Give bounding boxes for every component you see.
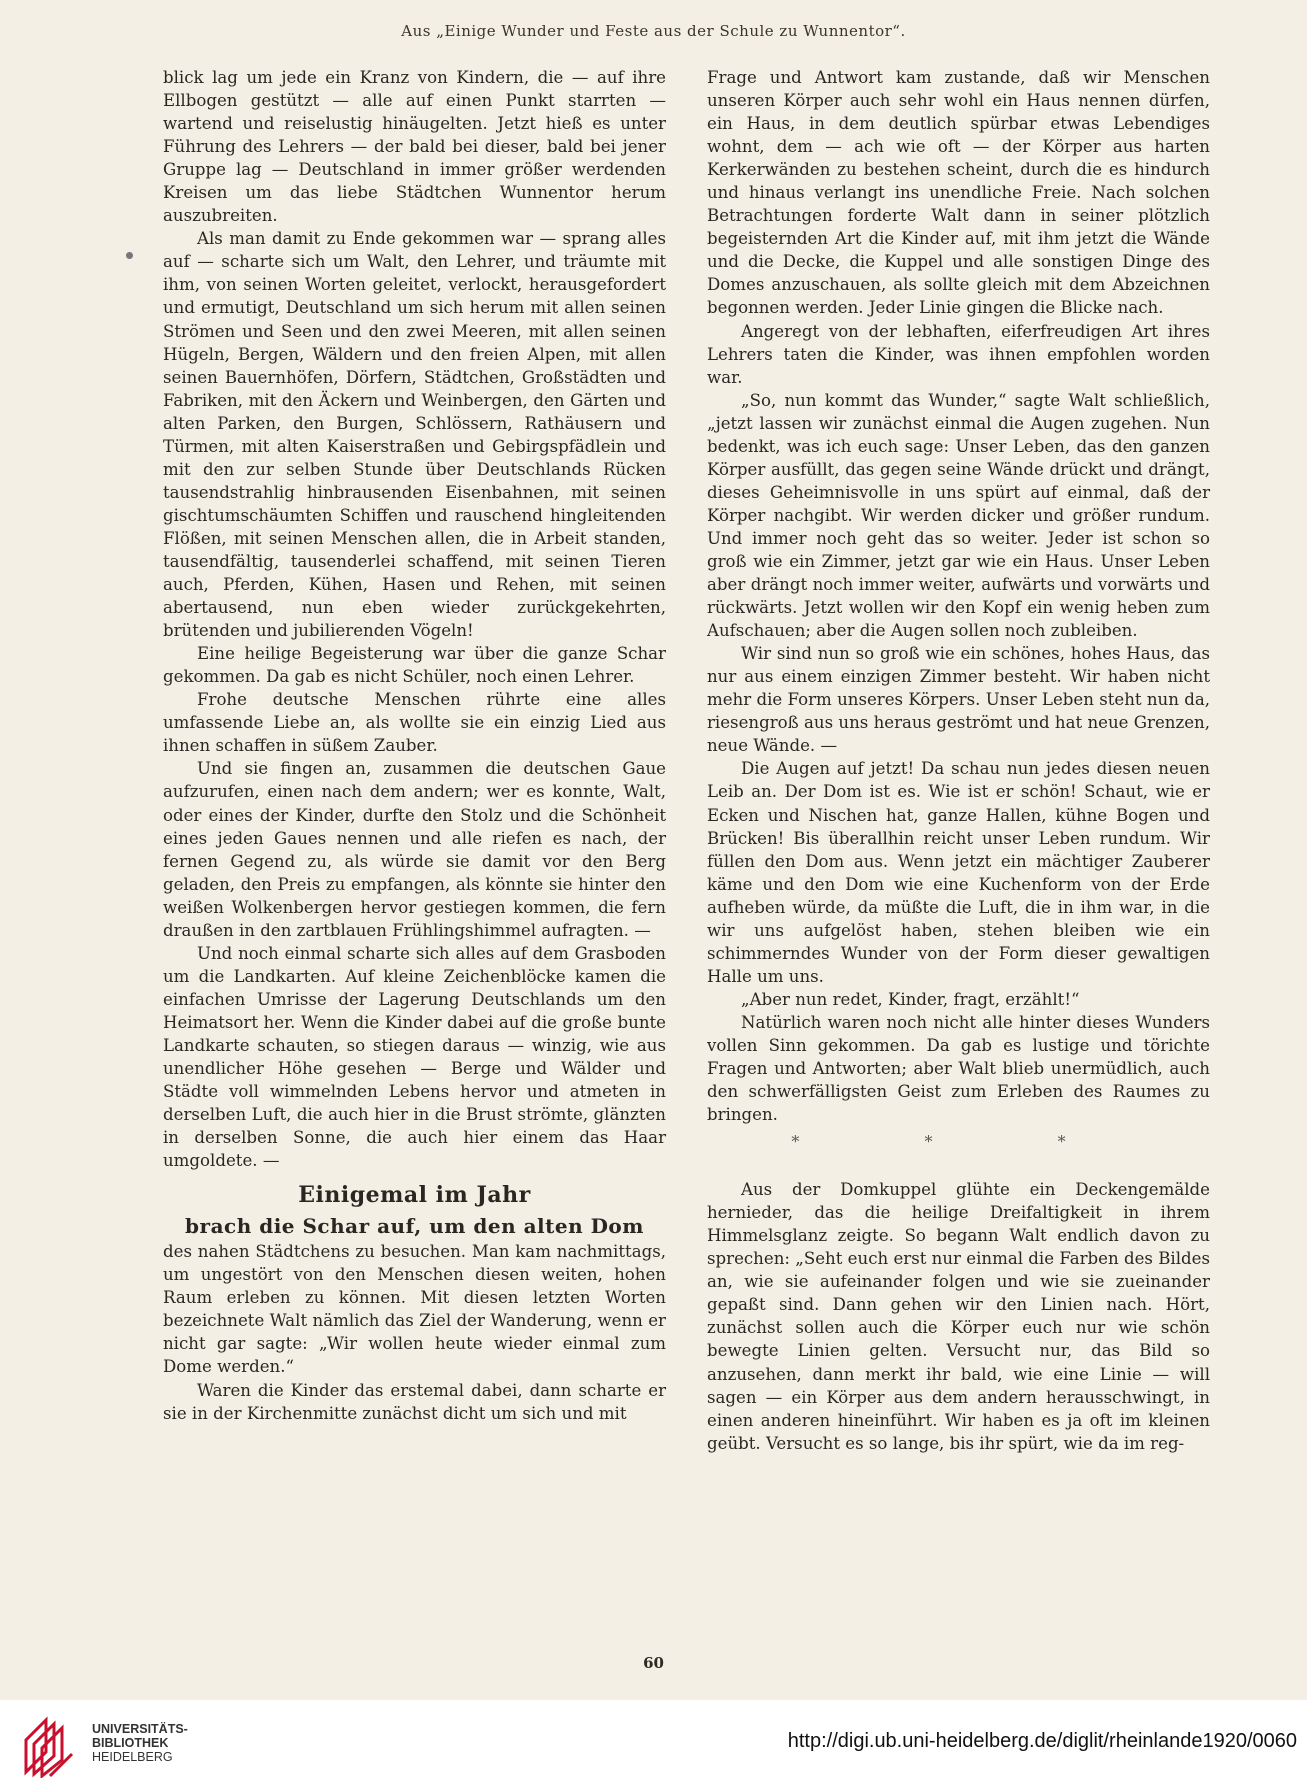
library-name-line: BIBLIOTHEK bbox=[92, 1736, 169, 1750]
paragraph: Eine heilige Begeisterung war über die ganze Schar gekommen. Da gab es nicht Schüler, noch einen Lehrer. bbox=[163, 644, 666, 687]
section-heading: Einigemal im Jahr bbox=[298, 1182, 531, 1209]
page-number: 60 bbox=[643, 1654, 664, 1672]
paragraph: Wir sind nun so groß wie ein schönes, hohes Haus, das nur aus einem einzigen Zimmer besteht. Wir haben nicht mehr die Form unseres Körpers. Unser Leben steht nun da, riesengroß aus uns heraus geströmt und hat neue Grenzen, neue Wände. — bbox=[707, 644, 1210, 756]
paragraph: Die Augen auf jetzt! Da schau nun jedes diesen neuen Leib an. Der Dom ist es. Wie ist er schön! Schaut, wie er Ecken und Nischen hat, ganze Hallen, kühne Bogen und Brücken! Bis überallhin reicht unser Leben rundum. Wir füllen den Dom aus. Wenn jetzt ein mächtiger Zauberer käme und den Dom wie eine Kuchenform von der Erde aufheben würde, da müßte die Luft, die in ihm war, in die wir uns aufgelöst haben, stehen bleiben wie ein schimmerndes Wunder von der Form dieser gewaltigen Halle um uns. bbox=[707, 759, 1210, 986]
library-name-line: HEIDELBERG bbox=[92, 1750, 173, 1764]
paragraph: Waren die Kinder das erstemal dabei, dann scharte er sie in der Kirchenmitte zunächst dicht um sich und mit bbox=[163, 1380, 666, 1423]
footer bbox=[0, 1700, 1307, 1788]
section-subheading: brach die Schar auf, um den alten Dom bbox=[185, 1214, 644, 1239]
paragraph: Natürlich waren noch nicht alle hinter dieses Wunders vollen Sinn gekommen. Da gab es lustige und törichte Fragen und Antworten; aber Walt blieb unermüdlich, auch den schwerfälligsten Geist zum Erleben des Raumes zu bringen. bbox=[707, 1012, 1210, 1125]
left-column bbox=[163, 66, 666, 1425]
paragraph: des nahen Städtchens zu besuchen. Man kam nachmittags, um ungestört von den Menschen diesen weiten, hohen Raum erleben zu können. Mit diesen letzten Worten bezeichnete Walt nämlich das Ziel der Wanderung, wenn er nicht gar sagte: „Wir wollen heute wieder einmal zum Dome werden.“ bbox=[163, 1242, 666, 1377]
margin-mark bbox=[126, 252, 133, 259]
paragraph: „Aber nun redet, Kinder, fragt, erzählt!“ bbox=[741, 989, 1080, 1009]
paragraph: Und noch einmal scharte sich alles auf dem Grasboden um die Landkarten. Auf kleine Zeichenblöcke kamen die einfachen Umrisse der Lagerung Deutschlands um den Heimatsort her. Wenn die Kinder dabei auf die große bunte Landkarte schauten, so stiegen daraus — winzig, wie aus unendlicher Höhe gesehen — Berge und Wälder und Städte voll wimmelnden Lebens hervor und atmeten in derselben Luft, die auch hier in die Brust strömte, glänzten in derselben Sonne, die auch hier einem das Haar umgoldete. — bbox=[163, 943, 666, 1171]
right-column bbox=[707, 66, 1210, 1455]
paragraph: Angeregt von der lebhaften, eiferfreudigen Art ihres Lehrers taten die Kinder, was ihnen empfohlen worden war. bbox=[707, 321, 1210, 387]
paragraph: Und sie fingen an, zusammen die deutschen Gaue aufzurufen, einen nach dem andern; wer es konnte, Walt, oder eines der Kinder, durfte den Stolz und die Schönheit eines jeden Gaues nennen und alle riefen es nach, der fernen Gegend zu, als würde sie damit vor den Berg geladen, den Preis zu empfangen, als könnte sie hinter den weißen Wolkenbergen hervor gestiegen kommen, die fern draußen in den zartblauen Frühlingshimmel aufragten. — bbox=[163, 759, 666, 940]
library-name-line: UNIVERSITÄTS- bbox=[92, 1722, 188, 1736]
running-head: Aus „Einige Wunder und Feste aus der Schule zu Wunnentor“. bbox=[401, 22, 906, 40]
section-separator: * * * bbox=[791, 1132, 1126, 1152]
paragraph: „So, nun kommt das Wunder,“ sagte Walt schließlich, „jetzt lassen wir zunächst einmal die Augen zugehen. Nun bedenkt, was ich euch sage: Unser Leben, das den ganzen Körper ausfüllt, das gegen seine Wände drückt und drängt, dieses Geheimnisvolle in uns spürt auf einmal, daß der Körper nachgibt. Wir werden dicker und größer rundum. Und immer noch geht das so weiter. Jeder ist schon so groß wie ein Zimmer, jetzt gar wie ein Haus. Unser Leben aber drängt noch immer weiter, aufwärts und vorwärts und rückwärts. Jetzt wollen wir den Kopf ein wenig heben zum Aufschauen; aber die Augen sollen noch zubleiben. bbox=[707, 390, 1210, 641]
paragraph: blick lag um jede ein Kranz von Kindern, die — auf ihre Ellbogen gestützt — alle auf einen Punkt starrten — wartend und reiselustig hinäugelten. Jetzt hieß es unter Führung des Lehrers — der bald bei dieser, bald bei jener Gruppe lag — Deutschland in immer größer werdenden Kreisen um das liebe Städtchen Wunnentor herum auszubreiten. bbox=[163, 68, 666, 226]
source-url-link[interactable]: http://digi.ub.uni-heidelberg.de/diglit/rheinlande1920/0060 bbox=[787, 1730, 1297, 1752]
library-logo-icon bbox=[20, 1714, 80, 1778]
paragraph: Frohe deutsche Menschen rührte eine alles umfassende Liebe an, als wollte sie ein einzig Lied aus ihnen schaffen in süßem Zauber. bbox=[163, 690, 666, 756]
paragraph: Als man damit zu Ende gekommen war — sprang alles auf — scharte sich um Walt, den Lehrer, und träumte mit ihm, von seinen Worten geleitet, verlockt, herausgefordert und ermutigt, Deutschland um sich herum mit allen seinen Strömen und Seen und den zwei Meeren, mit allen seinen Hügeln, Bergen, Wäldern und den freien Alpen, mit allen seinen Bauernhöfen, Dörfern, Städtchen, Großstädten und Fabriken, mit den Äckern und Weinbergen, den Gärten und alten Parken, den Burgen, Schlössern, Rathäusern und Türmen, mit alten Kaiserstraßen und Gebirgspfädlein und mit den zur selben Stunde über Deutschlands Rücken tausendstrahlig hinbrausenden Eisenbahnen, mit seinen gischtumschäumten Schiffen und rauschend hingleitenden Flößen, mit seinen Menschen allen, die in Arbeit standen, tausendfältig, tausenderlei schaffend, mit seinen Tieren auch, Pferden, Kühen, Hasen und Rehen, mit seinen abertausend, nun eben wieder zurückgekehrten, brütenden und jubilierenden Vögeln! bbox=[163, 229, 666, 641]
paragraph: Aus der Domkuppel glühte ein Deckengemälde hernieder, das die heilige Dreifaltigkeit in ihrem Himmelsglanz zeigte. So begann Walt endlich davon zu sprechen: „Seht euch erst nur einmal die Farben des Bildes an, wie sie aufeinander folgen und wie sie zueinander gepaßt sind. Dann gehen wir den Linien nach. Hört, zunächst sollen auch die Körper euch nur wie schön bewegte Linien gelten. Versucht nur, das Bild so anzusehen, dann merkt ihr bald, wie eine Linie — will sagen — ein Körper aus dem andern herausschwingt, in einen anderen hineinführt. Wir haben es ja oft im kleinen geübt. Versucht es so lange, bis ihr spürt, wie da im reg- bbox=[707, 1180, 1210, 1453]
paragraph: Frage und Antwort kam zustande, daß wir Menschen unseren Körper auch sehr wohl ein Haus nennen dürfen, ein Haus, in dem deutlich spürbar etwas Lebendiges wohnt, dem — ach wie oft — der Körper aus harten Kerkerwänden zu bestehen scheint, durch die es hindurch und hinaus verlangt ins unendliche Freie. Nach solchen Betrachtungen forderte Walt dann in seiner plötzlich begeisternden Art die Kinder auf, mit ihm jetzt die Wände und die Decke, die Kuppel und alle sonstigen Dinge des Domes anzuschauen, als sollte gleich mit dem Abzeichnen begonnen werden. Jeder Linie gingen die Blicke nach. bbox=[707, 68, 1210, 318]
library-name bbox=[92, 1722, 188, 1764]
